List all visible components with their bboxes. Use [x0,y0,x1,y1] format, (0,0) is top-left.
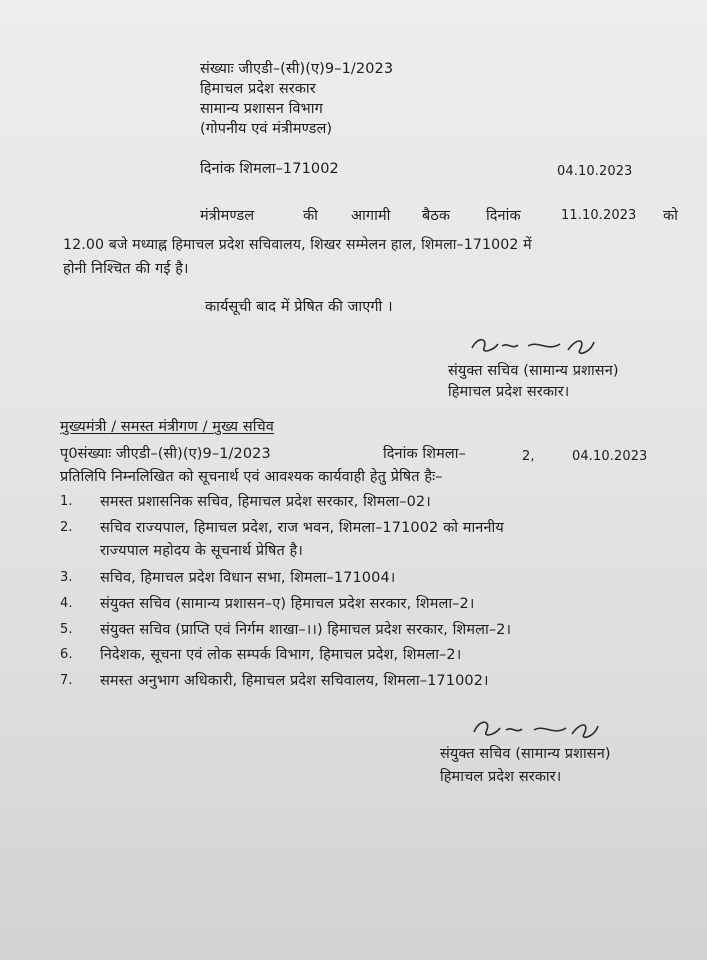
word: आगामी [351,208,391,224]
list-item: समस्त अनुभाग अधिकारी, हिमाचल प्रदेश सचिवालय, शिमला–171002। [100,673,489,689]
list-item: समस्त प्रशासनिक सचिव, हिमाचल प्रदेश सरकार, शिमला–02। [100,494,431,510]
body-line-3: होनी निश्चित की गई है। [63,261,189,277]
list-number: 4. [60,596,73,611]
list-number: 5. [60,622,73,637]
department-name: सामान्य प्रशासन विभाग [200,101,323,117]
list-item: सचिव, हिमाचल प्रदेश विधान सभा, शिमला–171004। [100,570,396,586]
list-item: संयुक्त सचिव (सामान्य प्रशासन–ए) हिमाचल प्रदेश सरकार, शिमला–2। [100,596,475,612]
body-line-2: 12.00 बजे मध्याह्न हिमाचल प्रदेश सचिवालय, शिखर सम्मेलन हाल, शिमला–171002 में [63,237,532,253]
list-item: संयुक्त सचिव (प्राप्ति एवं निर्गम शाखा–।।) हिमाचल प्रदेश सरकार, शिमला–2। [100,622,512,638]
list-number: 7. [60,673,73,688]
endorsement-ref: पृ0संख्याः जीएडी–(सी)(ए)9–1/2023 [60,446,271,462]
list-number: 6. [60,647,73,662]
signatory-designation: संयुक्त सचिव (सामान्य प्रशासन) [440,746,611,762]
word: को [663,208,678,224]
signature-2 [470,712,620,744]
reference-number: संख्याः जीएडी–(सी)(ए)9–1/2023 [200,61,394,77]
government-name: हिमाचल प्रदेश सरकार [200,81,316,97]
signatory-government: हिमाचल प्रदेश सरकार। [440,769,562,785]
addressees: मुख्यमंत्री / समस्त मंत्रीगण / मुख्य सचिव [60,419,274,435]
word: मंत्रीमण्डल [200,208,255,224]
copy-note: प्रतिलिपि निम्नलिखित को सूचनार्थ एवं आवश्यक कार्यवाही हेतु प्रेषित हैः– [60,469,443,485]
dateline-date: 04.10.2023 [557,164,633,179]
word: दिनांक [486,208,521,224]
list-number: 3. [60,570,73,585]
list-item-continued: राज्यपाल महोदय के सूचनार्थ प्रेषित है। [100,543,303,559]
signature-1 [468,330,618,360]
list-item: निदेशक, सूचना एवं लोक सम्पर्क विभाग, हिमाचल प्रदेश, शिमला–2। [100,647,462,663]
word: बैठक [422,208,451,224]
endorsement-date: 04.10.2023 [572,449,648,464]
meeting-date: 11.10.2023 [561,208,637,223]
list-number: 2. [60,520,73,535]
list-item: सचिव राज्यपाल, हिमाचल प्रदेश, राज भवन, शिमला–171002 को माननीय [100,520,504,536]
signatory-government: हिमाचल प्रदेश सरकार। [448,384,570,400]
dateline-place: दिनांक शिमला–171002 [200,161,339,177]
endorsement-serial: 2, [522,449,535,464]
list-number: 1. [60,494,73,509]
endorsement-place: दिनांक शिमला– [383,446,466,462]
section-name: (गोपनीय एवं मंत्रीमण्डल) [200,121,333,137]
agenda-note: कार्यसूची बाद में प्रेषित की जाएगी । [205,299,393,315]
signatory-designation: संयुक्त सचिव (सामान्य प्रशासन) [448,363,619,379]
word: की [303,208,318,224]
